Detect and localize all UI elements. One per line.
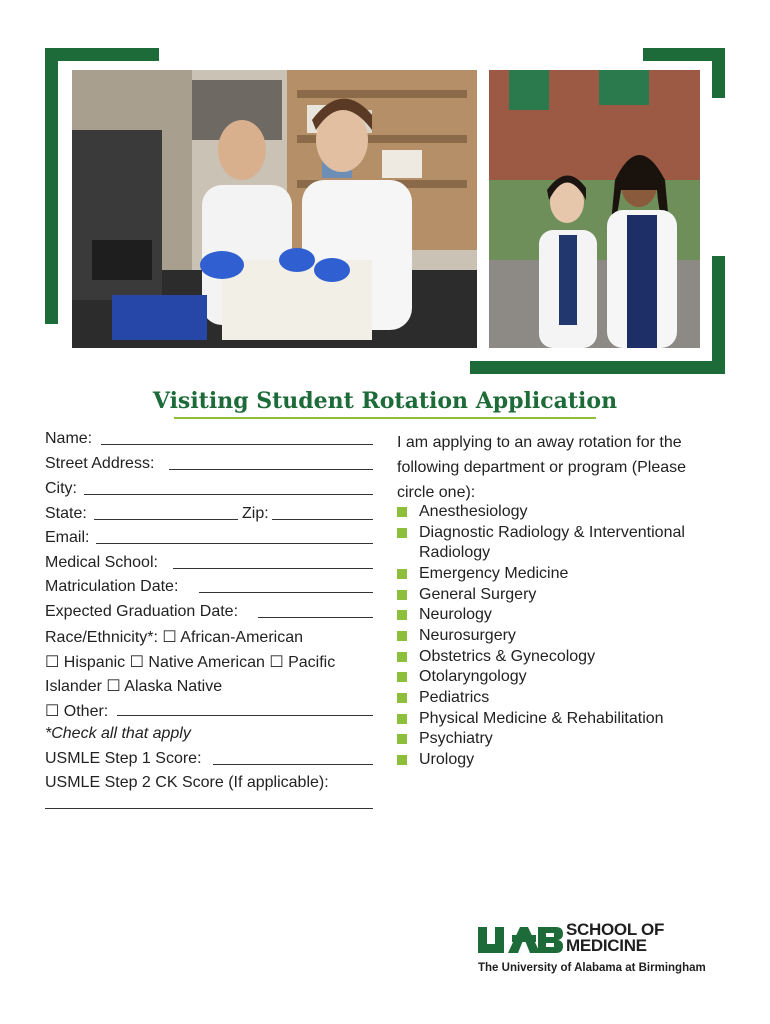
title-underline — [174, 417, 596, 419]
lab-photo — [72, 70, 477, 348]
uab-logo — [478, 922, 728, 982]
corner-bracket-top-left — [45, 48, 58, 324]
corner-bracket-top-left — [45, 48, 159, 61]
bullet-icon — [397, 610, 407, 620]
bullet-icon — [397, 590, 407, 600]
name-label: Name: — [45, 430, 93, 447]
logo-university-text: The University of Alabama at Birmingham — [478, 962, 706, 974]
medical-school-field[interactable] — [173, 568, 373, 569]
page-title: Visiting Student Rotation Application — [152, 388, 618, 414]
city-label: City: — [45, 480, 77, 497]
bullet-icon — [397, 652, 407, 662]
bullet-icon — [397, 714, 407, 724]
medical-school-label: Medical School: — [45, 554, 158, 571]
bullet-icon — [397, 755, 407, 765]
usmle-step2-field[interactable] — [45, 808, 373, 809]
name-field[interactable] — [101, 444, 373, 445]
email-label: Email: — [45, 529, 90, 546]
other-field[interactable] — [117, 715, 373, 716]
matriculation-date-field[interactable] — [199, 592, 373, 593]
corner-bracket-top-right — [712, 48, 725, 98]
state-field[interactable] — [94, 519, 238, 520]
graduation-date-field[interactable] — [258, 617, 373, 618]
race-ethnicity-label[interactable]: Race/Ethnicity*: ☐ African-American — [45, 629, 303, 646]
race-ethnicity-options[interactable]: ☐ Hispanic ☐ Native American ☐ Pacific — [45, 654, 336, 671]
matriculation-date-label: Matriculation Date: — [45, 578, 179, 595]
bullet-icon — [397, 693, 407, 703]
bullet-icon — [397, 569, 407, 579]
race-ethnicity-options[interactable]: Islander ☐ Alaska Native — [45, 678, 223, 695]
state-label: State: — [45, 505, 87, 522]
corner-bracket-bottom-right — [470, 361, 725, 374]
other-checkbox-label[interactable]: ☐ Other: — [45, 703, 109, 720]
usmle-step1-label: USMLE Step 1 Score: — [45, 750, 202, 767]
usmle-step1-field[interactable] — [213, 764, 373, 765]
department-intro: I am applying to an away rotation for the following department or program (Please circle one): — [397, 434, 687, 501]
zip-field[interactable] — [272, 519, 373, 520]
zip-label: Zip: — [242, 505, 269, 522]
city-field[interactable] — [84, 494, 373, 495]
bullet-icon — [397, 631, 407, 641]
uab-mark-icon — [478, 924, 563, 956]
bullet-icon — [397, 507, 407, 517]
students-photo — [489, 70, 700, 348]
email-field[interactable] — [96, 543, 373, 544]
bullet-icon — [397, 528, 407, 538]
graduation-date-label: Expected Graduation Date: — [45, 603, 239, 620]
corner-bracket-bottom-right — [712, 256, 725, 374]
bullet-icon — [397, 672, 407, 682]
bullet-icon — [397, 734, 407, 744]
check-all-note: *Check all that apply — [45, 725, 191, 742]
street-address-field[interactable] — [169, 469, 373, 470]
usmle-step2-label: USMLE Step 2 CK Score (If applicable): — [45, 774, 329, 791]
street-address-label: Street Address: — [45, 455, 155, 472]
logo-school-text: SCHOOL OF MEDICINE — [566, 920, 665, 955]
